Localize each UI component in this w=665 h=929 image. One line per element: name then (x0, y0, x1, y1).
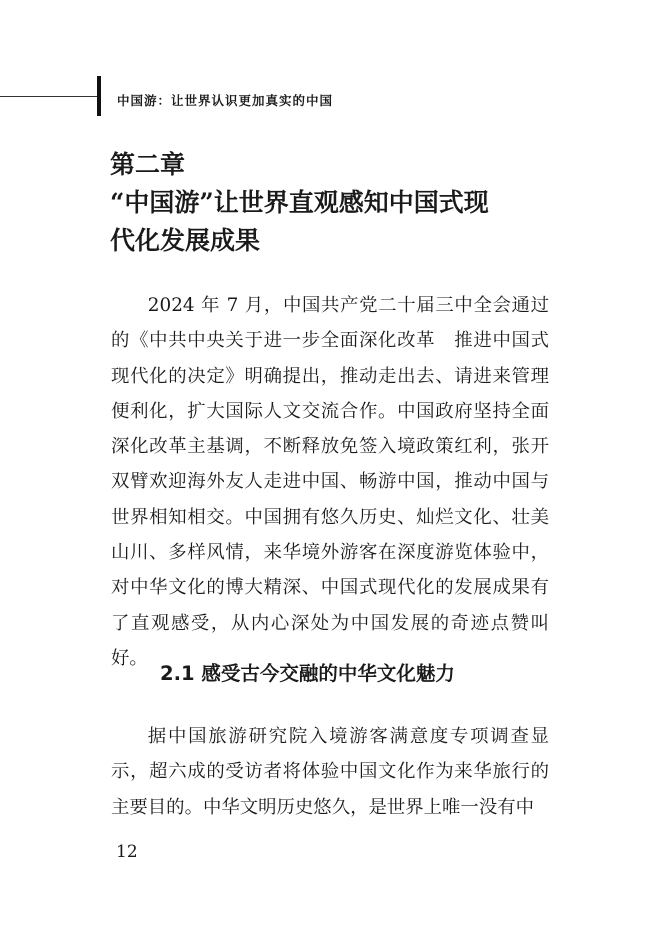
header-bar (97, 76, 101, 116)
page-number: 12 (116, 842, 138, 862)
header-rule (0, 96, 97, 97)
chapter-title-line-1: “中国游”让世界直观感知中国式现 (110, 188, 489, 217)
running-head: 中国游：让世界认识更加真实的中国 (117, 93, 334, 108)
section-heading: 2.1 感受古今交融的中华文化魅力 (160, 662, 455, 685)
chapter-title-line-2: 代化发展成果 (110, 226, 261, 255)
body-paragraph-1: 2024 年 7 月，中国共产党二十届三中全会通过的《中共中央关于进一步全面深化改革 推进中国式现代化的决定》明确提出，推动走出去、请进来管理便利化，扩大国际人文交流合作。中国政府坚持全面深化改革主基调，不断释放免签入境政策红利，张开双臂欢迎海外友人走进中国、畅游中国，推动中国与世界相知相交。中国拥有悠久历史、灿烂文化、壮美山川、多样风情，来华境外游客在深度游览体验中，对中华文化的博大精深、中国式现代化的发展成果有了直观感受，从内心深处为中国发展的奇迹点赞叫好。 (111, 295, 549, 669)
chapter-title (110, 146, 550, 260)
body-paragraph-2: 据中国旅游研究院入境游客满意度专项调查显示，超六成的受访者将体验中国文化作为来华旅行的主要目的。中华文明历史悠久，是世界上唯一没有中 (111, 726, 549, 818)
chapter-number: 第二章 (110, 150, 186, 179)
